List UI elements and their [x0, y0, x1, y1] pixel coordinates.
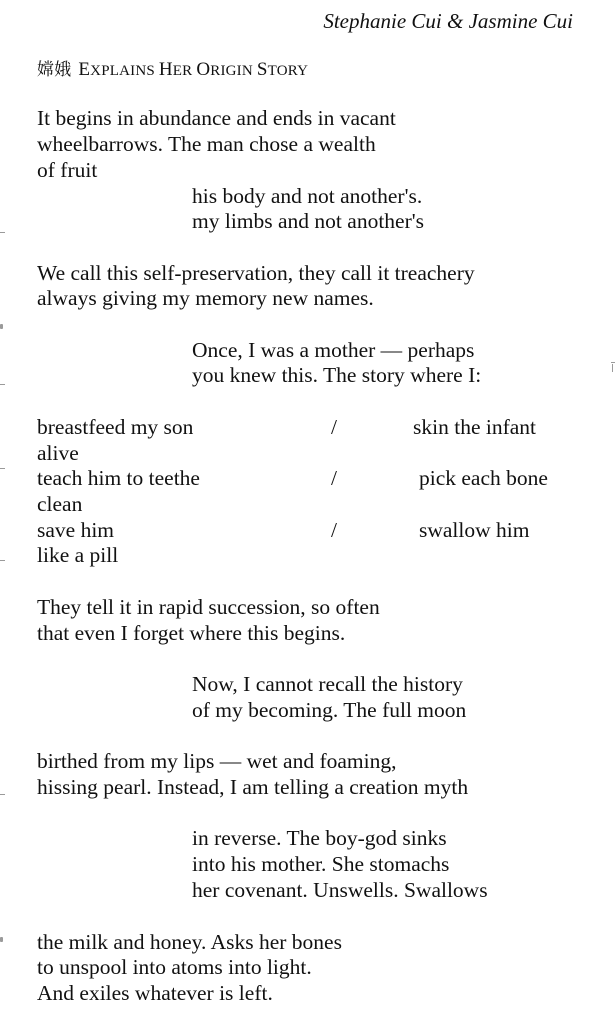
- title-word: HER: [158, 59, 193, 80]
- poem-line: that even I forget where this begins.: [37, 621, 346, 645]
- title-word: EXPLAINS: [78, 59, 155, 80]
- poem-line: her covenant. Unswells. Swallows: [192, 878, 488, 902]
- contrast-left: breastfeed my son: [37, 415, 194, 439]
- author-byline: Stephanie Cui & Jasmine Cui: [323, 9, 573, 33]
- margin-mark: [0, 232, 5, 233]
- margin-mark: [0, 794, 5, 795]
- title-han-characters: 嫦娥: [37, 60, 72, 79]
- contrast-right: swallow him: [419, 518, 530, 542]
- poem-line: birthed from my lips — wet and foaming,: [37, 749, 397, 773]
- poem-line: hissing pearl. Instead, I am telling a creation myth: [37, 775, 469, 799]
- contrast-right: skin the infant: [413, 415, 537, 439]
- margin-mark: [0, 560, 5, 561]
- poem-line: wheelbarrows. The man chose a wealth: [37, 132, 376, 156]
- poem-line: my limbs and not another's: [192, 209, 424, 233]
- margin-mark: [0, 384, 5, 385]
- poem-line: Once, I was a mother — perhaps: [192, 338, 475, 362]
- contrast-wrap: like a pill: [37, 543, 119, 567]
- poem-line: And exiles whatever is left.: [37, 981, 273, 1005]
- margin-mark: [0, 468, 5, 469]
- poem-line: always giving my memory new names.: [37, 286, 374, 310]
- title-word: STORY: [256, 59, 309, 80]
- poem-line: of fruit: [37, 158, 98, 182]
- poem-line: into his mother. She stomachs: [192, 852, 450, 876]
- poem-line: the milk and honey. Asks her bones: [37, 930, 342, 954]
- poem-line: in reverse. The boy-god sinks: [192, 826, 447, 850]
- poem-line: It begins in abundance and ends in vacant: [37, 106, 396, 130]
- margin-mark: [0, 937, 3, 942]
- margin-mark: [0, 324, 3, 329]
- contrast-separator: /: [331, 466, 337, 490]
- title-word: ORIGIN: [196, 59, 253, 80]
- contrast-wrap: alive: [37, 441, 79, 465]
- contrast-left: teach him to teethe: [37, 466, 200, 490]
- poem-line: you knew this. The story where I:: [192, 363, 482, 387]
- contrast-separator: /: [331, 415, 337, 439]
- poem-line: of my becoming. The full moon: [192, 698, 467, 722]
- poem-line: Now, I cannot recall the history: [192, 672, 463, 696]
- contrast-left: save him: [37, 518, 115, 542]
- poem-title: [37, 57, 308, 84]
- margin-mark: [612, 364, 613, 372]
- contrast-wrap: clean: [37, 492, 83, 516]
- poem-line: We call this self-preservation, they call it treachery: [37, 261, 475, 285]
- poem-line: to unspool into atoms into light.: [37, 955, 312, 979]
- margin-mark: [611, 362, 615, 363]
- contrast-right: pick each bone: [419, 466, 548, 490]
- contrast-separator: /: [331, 518, 337, 542]
- poem-line: his body and not another's.: [192, 184, 423, 208]
- poem-line: They tell it in rapid succession, so often: [37, 595, 380, 619]
